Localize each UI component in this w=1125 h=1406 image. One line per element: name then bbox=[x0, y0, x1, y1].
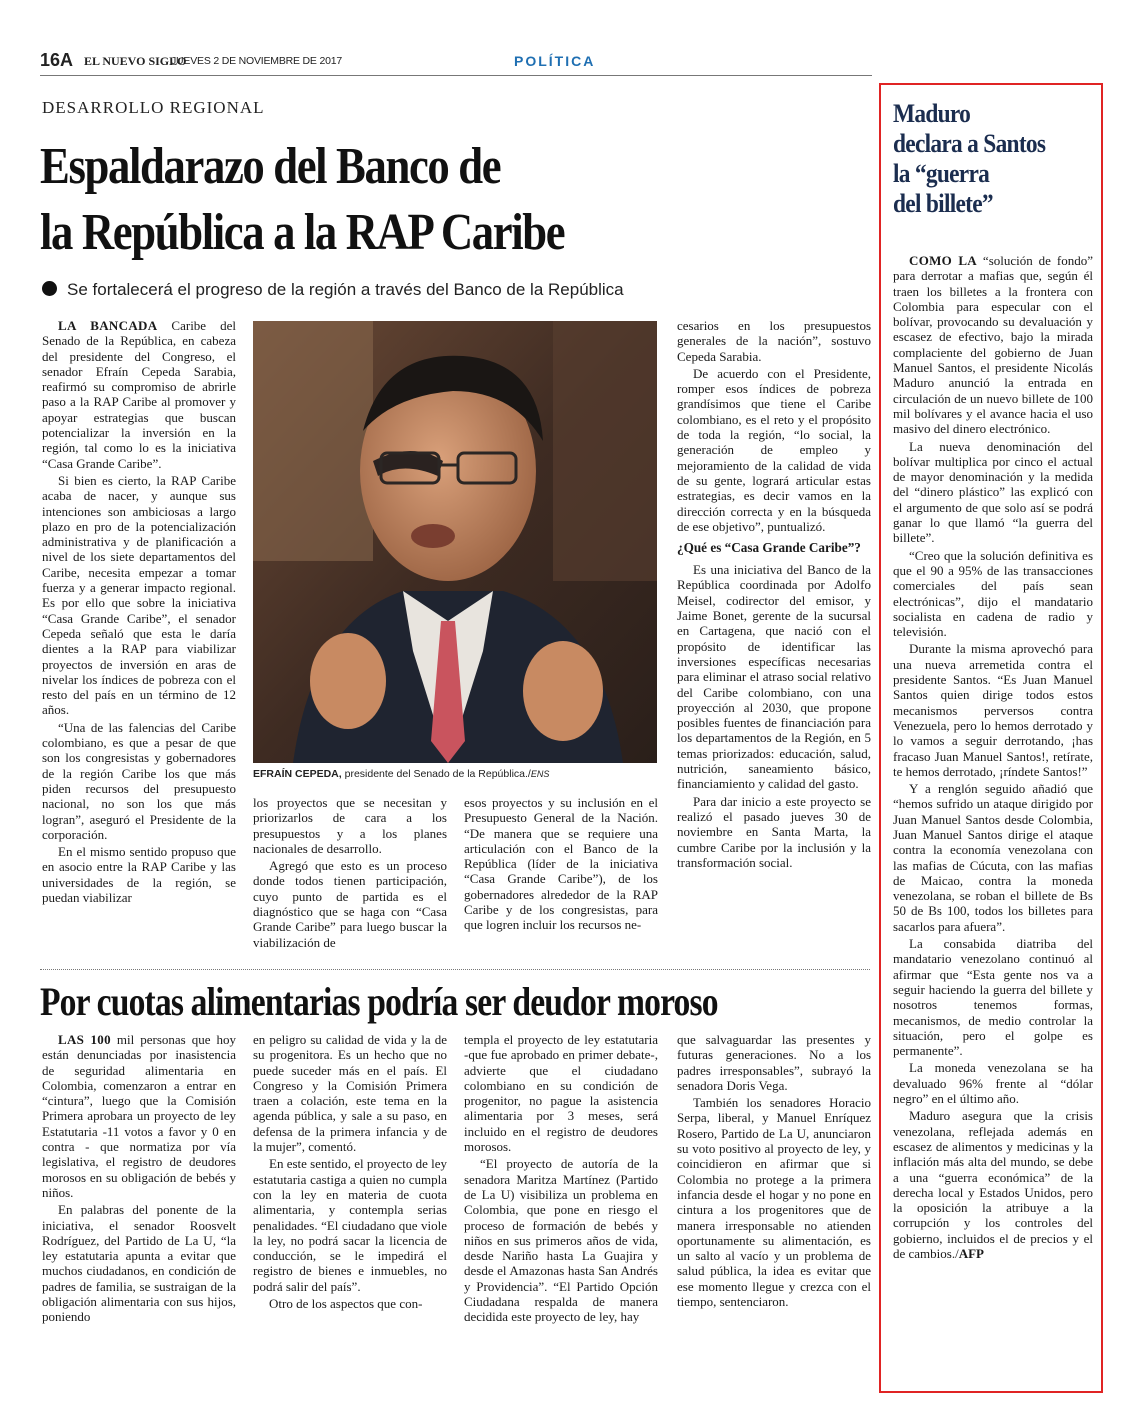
paragraph: “El proyecto de autoría de la senadora Maritza Martínez (Partido de La U) visibiliza un problema en Colombia, que pone en riesgo el proceso de formación de bebés y niños en sus primeros años de vida, desde Nariño hasta La Guajira y desde el Amazonas hasta San Andrés y Providencia”. “El Partido Opción Ciudadana respalda de manera decidida este proyecto de ley, hay bbox=[464, 1156, 658, 1325]
paragraph: LA BANCADA Caribe del Senado de la República, en cabeza del presidente del Congreso, el senador Efraín Cepeda Sarabia, reafirmó su compromiso de abrirle paso a la RAP Caribe al promover y apoyar estrategias que buscan potencializar la inversión en la región, tal como lo es la iniciativa “Casa Grande Caribe”. bbox=[42, 318, 236, 471]
sidebar-credit: AFP bbox=[958, 1246, 984, 1261]
main-column-2 bbox=[253, 795, 447, 950]
story-divider bbox=[40, 969, 870, 970]
page-number: 16A bbox=[40, 50, 74, 70]
paragraph: los proyectos que se necesitan y priorizarlos de cara a los presupuestos y a los planes nacionales de desarrollo. bbox=[253, 795, 447, 856]
paragraph: De acuerdo con el Presidente, romper esos índices de pobreza grandísimos que tiene el Caribe colombiano, es el reto y el propósito de toda la región, “lo social, la generación de empleo y mejoramiento de la calidad de vida de su gente, logrará articular estas estrategias, es decir vamos en la dirección correcta y en la búsqueda de ese objetivo”, puntualizó. bbox=[677, 365, 871, 534]
photo-efrain-cepeda bbox=[253, 321, 657, 763]
paragraph: En este sentido, el proyecto de ley estatutaria castiga a quien no cumpla con la ley en materia de cuota alimentaria, y contempla serias penalidades. “El ciudadano que viole la ley, no podrá sacar la licencia de conducción, se le impedirá el registro de bienes e inmuebles, no podrá salir del país”. bbox=[253, 1156, 447, 1294]
main-deck bbox=[42, 280, 872, 300]
issue-date: JUEVES 2 DE NOVIEMBRE DE 2017 bbox=[171, 55, 343, 67]
caption-text: presidente del Senado de la República./ bbox=[341, 768, 531, 780]
main-column-3 bbox=[464, 795, 658, 933]
paragraph: COMO LA “solución de fondo” para derrotar a mafias que, según él traen los billetes a la frontera con Colombia para especular con el bolívar, provocando su devaluación y escasez de efectivo, bajo la mirada complaciente del gobierno de Juan Manuel Santos, el presidente Nicolás Maduro anunció la entrada en circulación de un nuevo billete de 100 mil bolívares y el avance hacia el uso masivo del dinero electrónico. bbox=[893, 253, 1093, 437]
subhead: ¿Qué es “Casa Grande Caribe”? bbox=[677, 540, 861, 556]
paragraph: cesarios en los presupuestos generales de la nación”, sostuvo Cepeda Sarabia. bbox=[677, 318, 871, 364]
page-folio bbox=[40, 50, 1102, 72]
story-kicker: DESARROLLO REGIONAL bbox=[42, 98, 265, 117]
main-headline-line1: Espaldarazo del Banco de bbox=[40, 138, 501, 195]
paragraph: “Creo que la solución definitiva es que el 90 a 95% de las transacciones comerciales del país sean electrónicas”, dijo el mandatario socialista en cadena de radio y televisión. bbox=[893, 547, 1093, 640]
paragraph: que salvaguardar las presentes y futuras generaciones. No a los padres irresponsables”, subrayó la senadora Doris Vega. bbox=[677, 1032, 871, 1093]
paragraph: También los senadores Horacio Serpa, liberal, y Manuel Enríquez Rosero, Partido de La U, anunciaron su voto positivo al proyecto de ley, y coincidieron en afirmar que si Colombia no protege a la primera infancia desde el hogar y no pone en cintura a los progenitores que de manera irresponsable no atienden oportunamente su alimentación, es un salto al vacío y un problema de salud pública, la idea es evitar que ese momento llegue y crezca con el tiempo, sentenciaron. bbox=[677, 1095, 871, 1310]
sidebar-headline: Maduro declara a Santos la “guerra del billete” bbox=[893, 99, 1046, 218]
deck-text: Se fortalecerá el progreso de la región a través del Banco de la República bbox=[67, 280, 624, 299]
photo-caption bbox=[253, 768, 657, 780]
paragraph: La moneda venezolana se ha devaluado 96% frente al “dólar negro” en el último año. bbox=[893, 1060, 1093, 1107]
paragraph: Si bien es cierto, la RAP Caribe acaba de nacer, y aunque sus intenciones son ambiciosas a largo plazo en pro de la potencialización administrativa y de planificación a nivel de los siete departamentos del Caribe, necesita empezar a tomar fuerza y a generar impacto regional. Es por ello que sobre la iniciativa “Casa Grande Caribe”, el senador Cepeda señaló que esta le daría dientes a la RAP para viabilizar proyectos de inversión en aras de nivelar los índices de pobreza con el resto del país en un término de 12 años. bbox=[42, 472, 236, 718]
paragraph: templa el proyecto de ley estatutaria -que fue aprobado en primer debate-, advierte que el ciudadano colombiano en su condición de progenitor, no pague la asistencia alimentaria por 3 meses, será incluido en el registro de deudores morosos. bbox=[464, 1032, 658, 1155]
newspaper-name: EL NUEVO SIGLO bbox=[84, 54, 187, 68]
lead-in: LA BANCADA bbox=[58, 318, 158, 333]
second-column-1 bbox=[42, 1032, 236, 1325]
paragraph: Otro de los aspectos que con- bbox=[269, 1296, 423, 1312]
sidebar-column bbox=[893, 253, 1093, 1261]
second-column-2 bbox=[253, 1032, 447, 1311]
paragraph: La nueva denominación del bolívar multiplica por cinco el actual de mayor denominación y la medida del “dinero plástico” las explicó con el argumento de que solo así se podrá ganar lo que llamó “la guerra del billete”. bbox=[893, 438, 1093, 546]
paragraph: LAS 100 mil personas que hoy están denunciadas por inasistencia de seguridad alimentaria en Colombia, comenzaron a entrar en “cintura”, luego que la Comisión Primera aprobara un proyecto de ley Estatutaria -11 votos a favor y 0 en contra - que normatiza por vía legislativa, el registro de deudores morosos en su obligación de bebés y niños. bbox=[42, 1032, 237, 1200]
bullet-icon bbox=[42, 281, 57, 296]
paragraph: Y a renglón seguido añadió que “hemos sufrido un ataque dirigido por Juan Manuel Santos desde Colombia, Juan Manuel Santos dirige el ataque contra la economía venezolana con las mafias de Cúcuta, con las mafias de Maicao, contra la moneda venezolana, se roban el billete de Bs 50 de Bs 100, todos los billetes para sacarlos para afuera”. bbox=[893, 781, 1093, 934]
main-column-1 bbox=[42, 318, 236, 905]
paragraph: Maduro asegura que la crisis venezolana, reflejada además en escasez de alimentos y medicinas y la inflación más alta del mundo, se debe a una “guerra económica” de la derecha local y Estados Unidos, pero la oposición la atribuye a la corrupción y los controles del gobierno, incluidos el de precios y el de cambios./AFP bbox=[893, 1108, 1093, 1261]
lead-in: COMO LA bbox=[909, 253, 977, 268]
paragraph: “Una de las falencias del Caribe colombiano, es que a pesar de que son los congresistas y gobernadores de la región Caribe los que más piden recursos del presupuesto nacional, no son los que más logran”, aseguró el Presidente de la corporación. bbox=[42, 719, 236, 842]
main-headline-line2: la República a la RAP Caribe bbox=[40, 204, 565, 261]
paragraph: en peligro su calidad de vida y la de su progenitora. Es un hecho que no puede suceder más en el país. El Congreso y la Comisión Primera traen a colación, este tema en la agenda pública, y sale a su paso, en defensa de la primera infancia y de la mujer”, comentó. bbox=[253, 1032, 447, 1155]
second-column-3 bbox=[464, 1032, 658, 1325]
main-headline bbox=[40, 134, 745, 266]
sidebar-box bbox=[879, 83, 1103, 1393]
second-column-4 bbox=[677, 1032, 871, 1309]
paragraph: Es una iniciativa del Banco de la República coordinada por Adolfo Meisel, codirector del emisor, y Jaime Bonet, gerente de la sucursal en Cartagena, que nació con el propósito de identificar las inversiones específicas necesarias para eliminar el atraso social relativo del Caribe colombiano, con una proyección al 2030, que propone posibles fuentes de financiación para los departamentos de la Región, en 5 temas priorizados: educación, salud, nutrición, saneamiento básico, financiamiento y calidad del gasto. bbox=[677, 562, 871, 792]
paragraph: En el mismo sentido propuso que en asocio entre la RAP Caribe y las universidades de la región, se puedan viabilizar bbox=[42, 844, 236, 905]
paragraph: La consabida diatriba del mandatario venezolano continuó al afirmar que “Esta gente nos va a seguir haciendo la guerra del billete y nosotros tenemos formas, mecanismos, de medio controlar la situación, pero el golpe es permanente”. bbox=[893, 936, 1093, 1059]
main-column-4 bbox=[677, 318, 871, 870]
portrait-illustration bbox=[253, 321, 657, 763]
folio-rule bbox=[40, 75, 872, 76]
second-headline: Por cuotas alimentarias podría ser deudor moroso bbox=[40, 979, 718, 1024]
paragraph: En palabras del ponente de la iniciativa, el senador Roosvelt Rodríguez, del Partido de La U, “la ley estatutaria apunta a evitar que muchos ciudadanos, en condición de padres de familia, se sustraigan de la obligación alimentaria con sus hijos, poniendo bbox=[42, 1202, 236, 1325]
lead-in: LAS 100 bbox=[58, 1032, 111, 1047]
paragraph: esos proyectos y su inclusión en el Presupuesto General de la Nación. “De manera que se requiere una articulación con el Banco de la República (líder de la iniciativa “Casa Grande Caribe”), de los gobernadores alrededor de la RAP Caribe y de los congresistas, para que logren incluir los recursos ne- bbox=[464, 795, 658, 933]
caption-credit: ENS bbox=[530, 769, 550, 779]
caption-name: EFRAÍN CEPEDA, bbox=[253, 768, 342, 780]
paragraph: Durante la misma aprovechó para una nueva arremetida contra el presidente Santos. “Es Juan Manuel Santos quien dirige todos estos mecanismos perversos contra Venezuela, pero lo hemos derrotado y lo vamos a seguir derrotando, ¡has fracaso Juan Manuel Santos!, retírate, te hemos derrotado, ¡ríndete Santos!” bbox=[893, 641, 1093, 779]
paragraph: Agregó que esto es un proceso donde todos tienen participación, cuyo punto de partida es el diagnóstico que se haga con “Casa Grande Caribe” para luego buscar la viabilización de bbox=[253, 858, 447, 950]
paragraph: Para dar inicio a este proyecto se realizó el pasado jueves 30 de noviembre en Santa Marta, la cumbre Caribe por la inclusión y la transformación social. bbox=[677, 793, 871, 870]
section-label: POLÍTICA bbox=[514, 53, 596, 69]
